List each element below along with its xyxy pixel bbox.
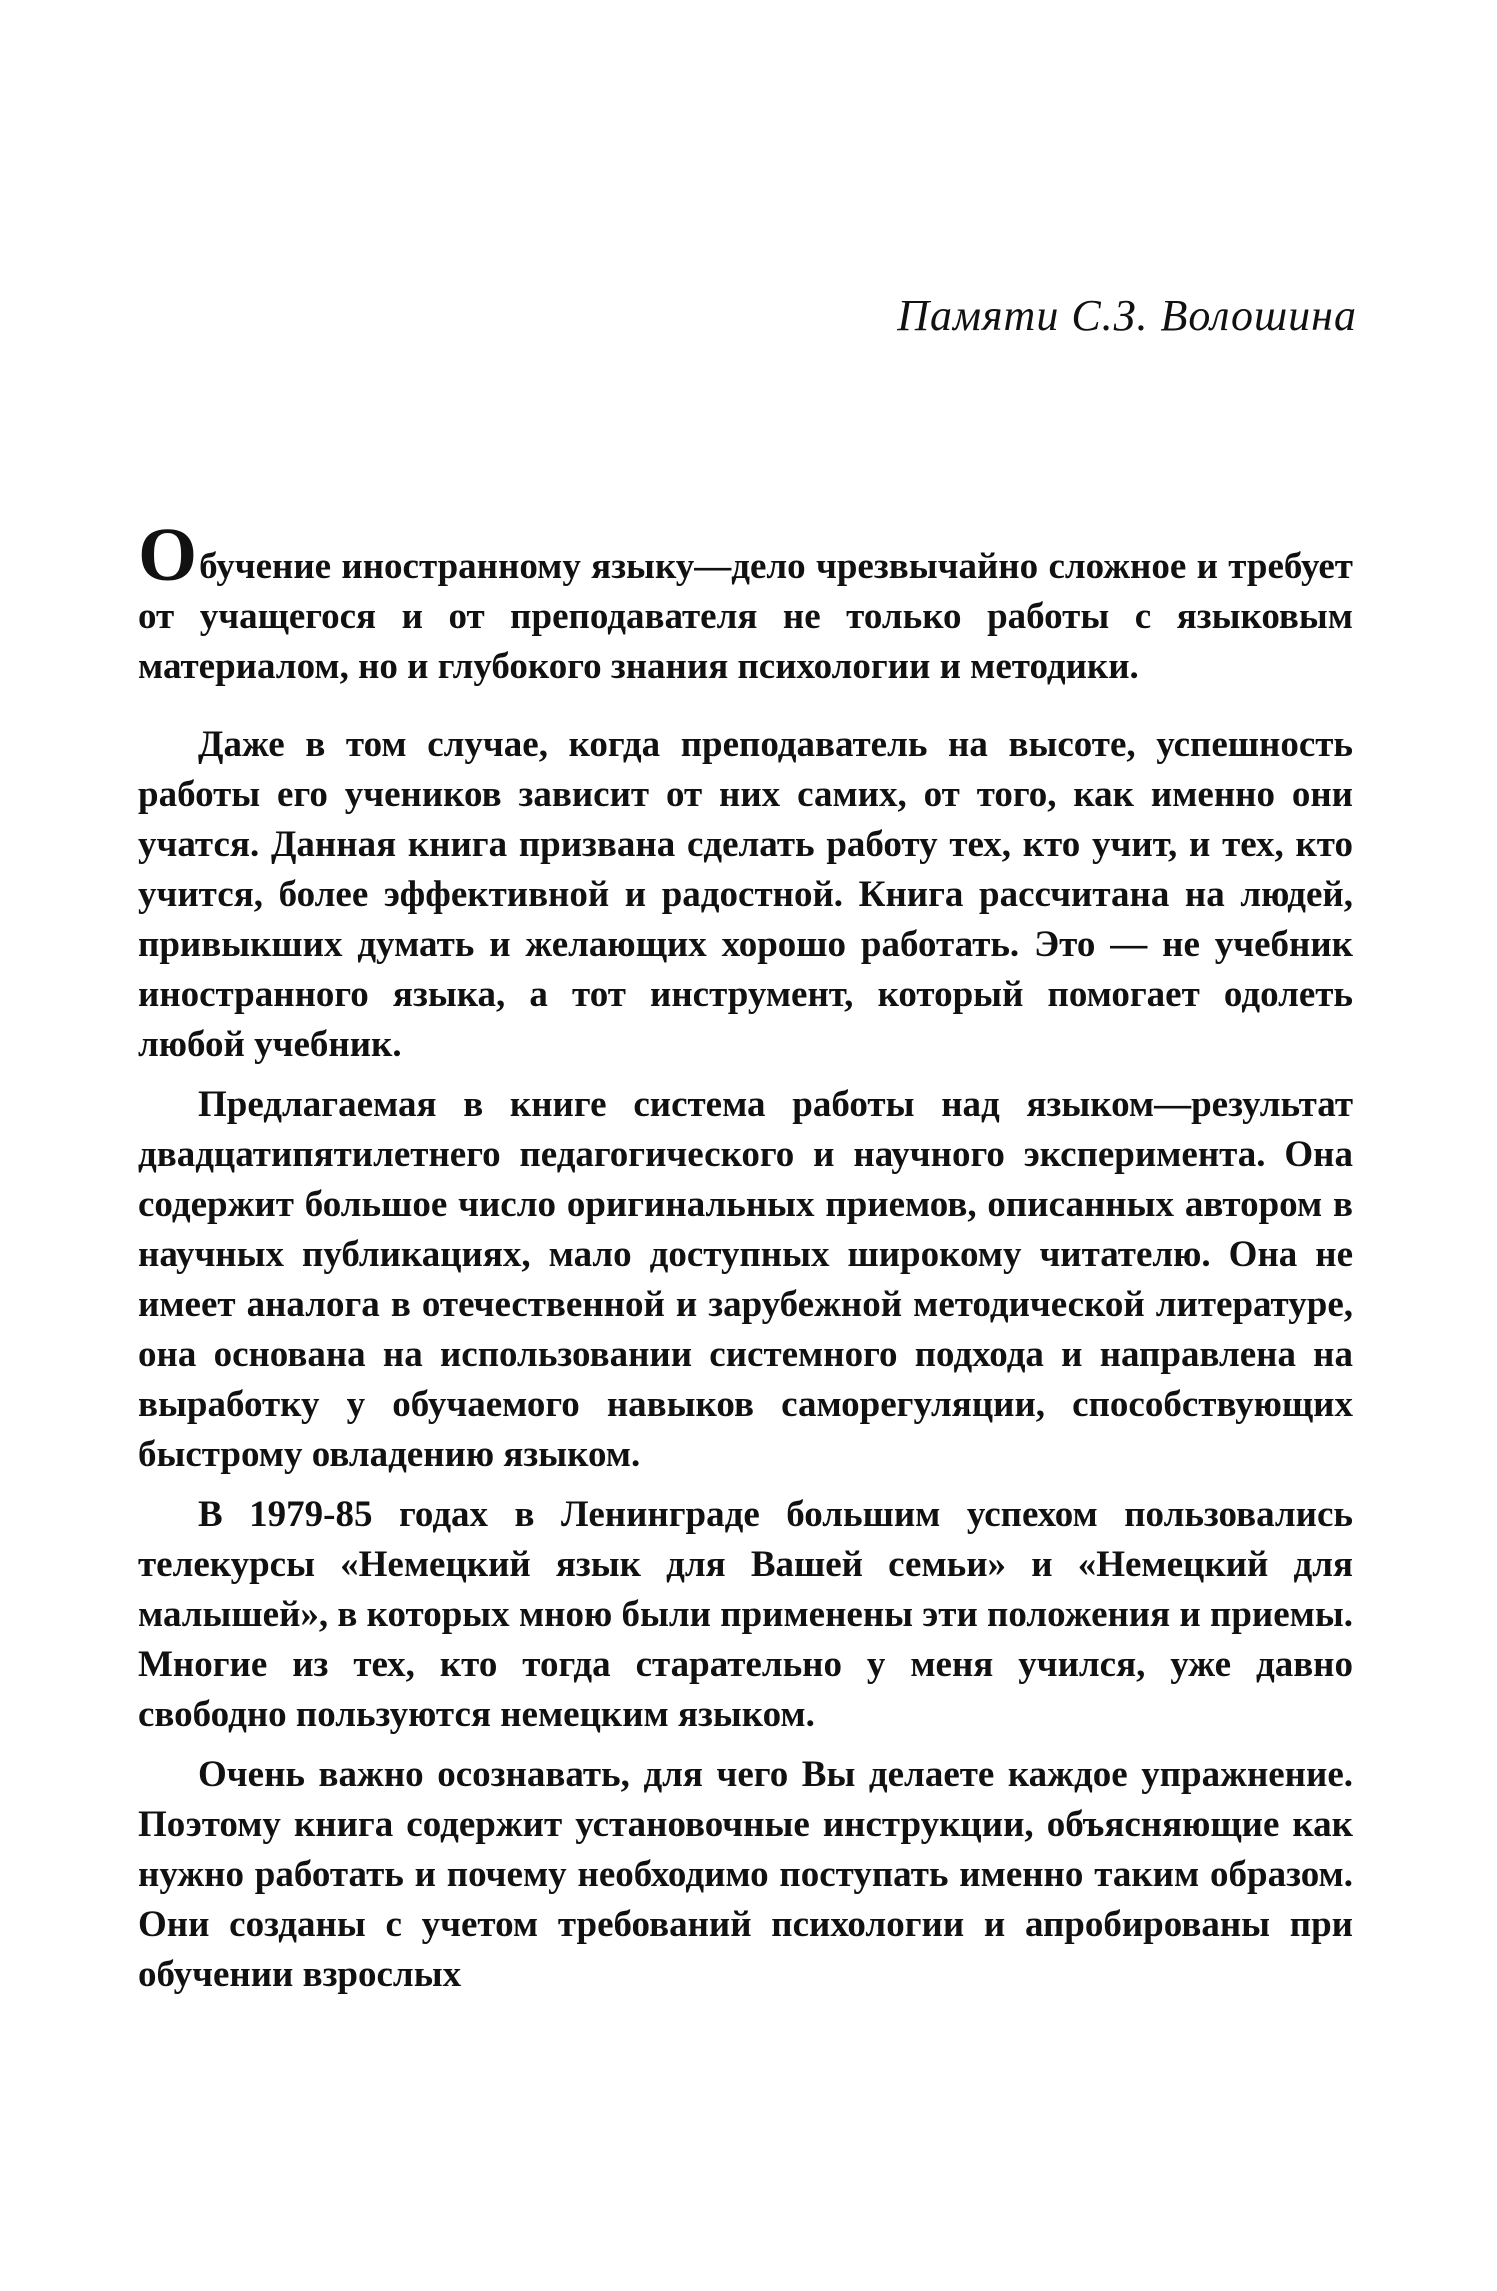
paragraph-intro-text: бучение иностранному языку—дело чрезвычайно сложное и требует от учащегося и от преподавателя не только работы с языковым материалом, но и глубокого знания психологии и методики. [138,546,1353,687]
paragraph-intro [138,513,1353,692]
paragraph-2: Предлагаемая в книге система работы над языком—результат двадцатипятилетнего педагогического и научного эксперимента. Она содержит большое число оригинальных приемов, описанных автором в научных публикациях, мало доступных широкому читателю. Она не имеет аналога в отечественной и зарубежной методической литературе, она основана на использовании системного подхода и направлена на выработку у обучаемого навыков саморегуляции, способствующих быстрому овладению языком. [138,1084,1353,1475]
paragraph-3: В 1979-85 годах в Ленинграде большим успехом пользовались телекурсы «Немецкий язык для Вашей семьи» и «Немецкий для малышей», в которых мною были применены эти положения и приемы. Многие из тех, кто тогда старательно у меня учился, уже давно свободно пользуются немецким языком. [138,1494,1353,1735]
paragraph-4: Очень важно осознавать, для чего Вы делаете каждое упражнение. Поэтому книга содержит установочные инструкции, объясняющие как нужно работать и почему необходимо поступать именно таким образом. Они созданы с учетом требований психологии и апробированы при обучении взрослых [138,1754,1353,1995]
drop-cap: О [138,513,198,597]
dedication-epigraph: Памяти С.З. Волошина [897,291,1357,340]
paragraph-1: Даже в том случае, когда преподаватель на высоте, успешность работы его учеников зависит от них самих, от того, как именно они учатся. Данная книга призвана сделать работу тех, кто учит, и тех, кто учится, более эффективной и радостной. Книга рассчитана на людей, привыкших думать и желающих хорошо работать. Это — не учебник иностранного языка, а тот инструмент, который помогает одолеть любой учебник. [138,724,1353,1065]
body-text [138,513,1353,2010]
